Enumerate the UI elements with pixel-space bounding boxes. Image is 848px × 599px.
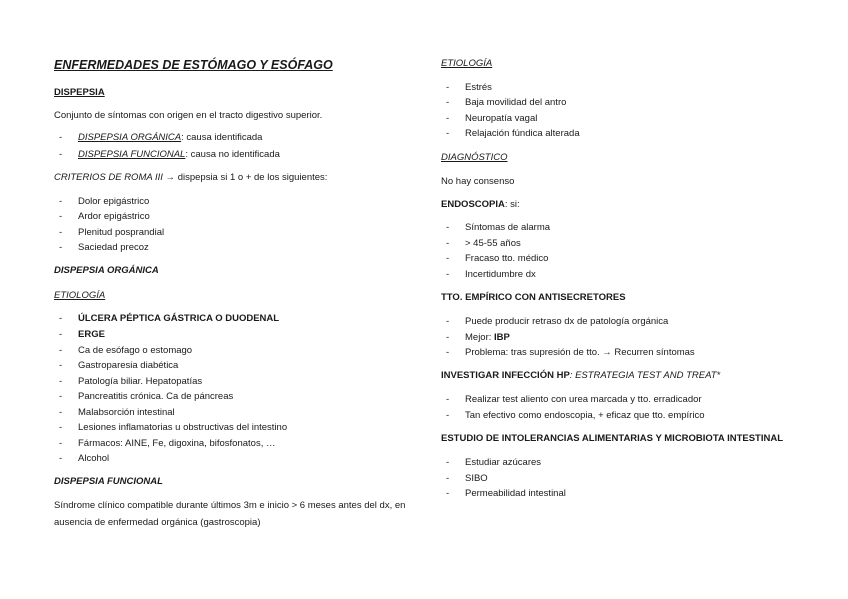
- document-title: ENFERMEDADES DE ESTÓMAGO Y ESÓFAGO: [54, 58, 333, 72]
- etiologia-heading-right: ETIOLOGÍA: [441, 58, 493, 69]
- intolerancias-heading: ESTUDIO DE INTOLERANCIAS ALIMENTARIAS Y MICROBIOTA INTESTINAL: [441, 433, 784, 444]
- dispepsia-definition: Conjunto de síntomas con origen en el tracto digestivo superior.: [54, 110, 323, 121]
- endoscopia-line: ENDOSCOPIA: si:: [441, 199, 520, 210]
- organica-heading: DISPEPSIA ORGÁNICA: [54, 265, 159, 276]
- etiologia-heading: ETIOLOGÍA: [54, 290, 106, 301]
- roma-criteria-line: CRITERIOS DE ROMA III → dispepsia si 1 o + de los siguientes:: [54, 172, 328, 183]
- type-label: DISPEPSIA ORGÁNICA: [78, 132, 182, 143]
- diagnostico-text: No hay consenso: [441, 176, 515, 187]
- funcional-definition: Síndrome clínico compatible durante últimos 3m e inicio > 6 meses antes del dx, en ausencia de enfermedad orgánica (gastroscopia): [54, 500, 406, 528]
- diagnostico-heading: DIAGNÓSTICO: [441, 152, 508, 163]
- type-label: DISPEPSIA FUNCIONAL: [78, 149, 186, 160]
- tto-heading: TTO. EMPÍRICO CON ANTISECRETORES: [441, 292, 626, 303]
- hp-heading: INVESTIGAR INFECCIÓN HP: ESTRATEGIA TEST AND TREAT*: [441, 370, 721, 381]
- funcional-heading: DISPEPSIA FUNCIONAL: [54, 476, 163, 487]
- dispepsia-heading: DISPEPSIA: [54, 87, 105, 98]
